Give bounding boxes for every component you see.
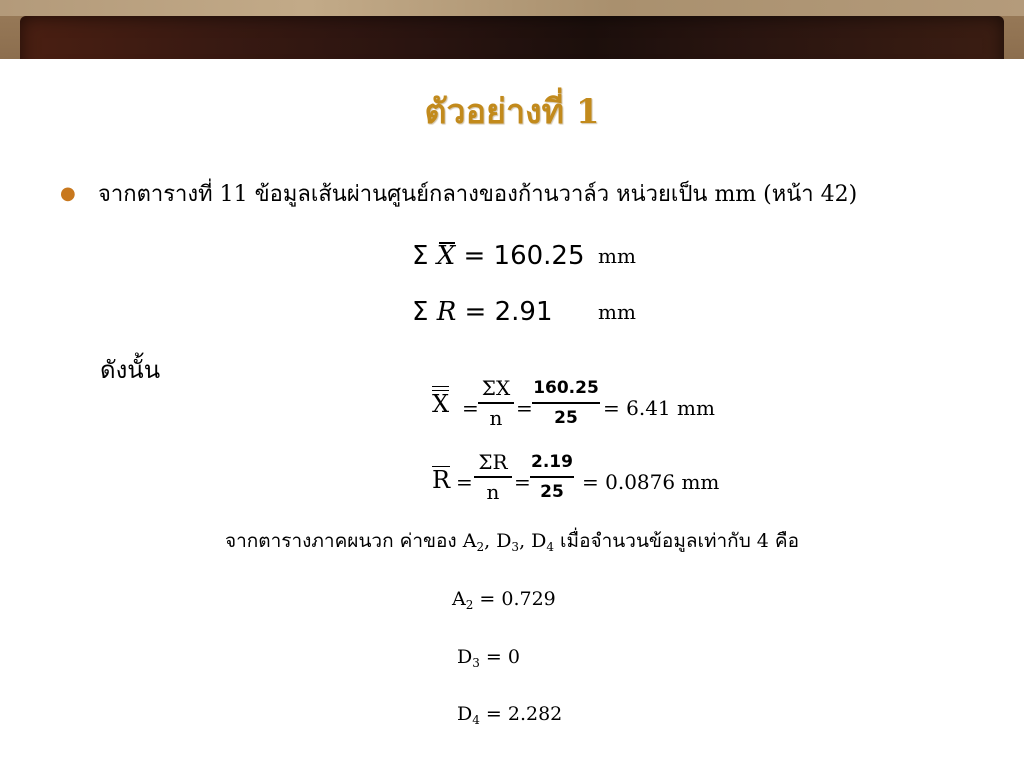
fraction-numerator: 160.25 <box>533 378 599 398</box>
x-double-bar: X <box>432 390 450 418</box>
equals-sign: = <box>456 470 473 494</box>
constant-subscript: 4 <box>472 713 480 727</box>
fraction-numerator: ΣR <box>478 450 508 474</box>
equals-sign: = <box>514 470 531 494</box>
note-sub-a2: 2 <box>476 540 485 554</box>
constant-d4 <box>457 703 562 727</box>
banner-top-strip <box>0 0 1024 16</box>
constant-name: D <box>457 646 473 668</box>
note-mid-1: , D <box>484 530 512 552</box>
fraction-line <box>478 402 514 404</box>
fraction-line <box>530 476 574 478</box>
note-mid-2: , D <box>519 530 547 552</box>
sigma-symbol: Σ <box>412 241 429 271</box>
fraction-denominator: n <box>489 406 503 430</box>
r-variable: R <box>436 297 457 327</box>
sum-r-equation <box>412 297 553 327</box>
fraction-denominator: n <box>486 480 500 504</box>
fraction-sum-x-over-n <box>478 376 514 430</box>
sum-x-value: = 160.25 <box>463 241 585 271</box>
constant-a2 <box>452 588 556 612</box>
constant-value: = 0 <box>479 646 520 668</box>
equals-sign: = <box>516 396 533 420</box>
sum-x-unit: mm <box>598 244 636 268</box>
bullet-text: จากตารางที่ 11 ข้อมูลเส้นผ่านศูนย์กลางของก้านวาล์ว หน่วยเป็น mm (หน้า 42) <box>98 182 858 207</box>
x-double-bar-result: = 6.41 mm <box>603 396 715 420</box>
fraction-line <box>532 402 600 404</box>
equals-sign: = <box>462 396 479 420</box>
note-sub-d4: 4 <box>546 540 555 554</box>
sum-r-value: = 2.91 <box>464 297 553 327</box>
note-suffix: เมื่อจำนวนข้อมูลเท่ากับ 4 คือ <box>554 530 800 552</box>
x-bar-variable: X <box>436 241 456 271</box>
therefore-label: ดังนั้น <box>100 356 161 384</box>
banner-dark-panel <box>20 16 1004 59</box>
constant-subscript: 3 <box>472 656 480 670</box>
fraction-denominator: 25 <box>554 408 578 428</box>
fraction-numerator: ΣX <box>481 376 511 400</box>
constant-subscript: 2 <box>465 598 474 612</box>
constant-name: D <box>457 703 473 725</box>
bullet-item <box>60 178 1010 211</box>
slide-title: ตัวอย่างที่ 1 <box>424 92 600 132</box>
constant-value: = 2.282 <box>479 703 563 725</box>
constant-value: = 0.729 <box>473 588 556 610</box>
fraction-numerator: 2.19 <box>531 452 573 472</box>
r-bar: R <box>432 466 451 494</box>
fraction-value <box>532 376 600 430</box>
sum-x-equation <box>412 241 585 271</box>
fraction-denominator: 25 <box>540 482 564 502</box>
sum-r-unit: mm <box>598 300 636 324</box>
constant-d3 <box>457 646 520 670</box>
note-prefix: จากตารางภาคผนวก ค่าของ A <box>224 530 477 552</box>
constant-name: A <box>452 588 466 610</box>
fraction-value <box>530 450 574 504</box>
r-bar-result: = 0.0876 mm <box>582 470 720 494</box>
appendix-note <box>0 526 1024 556</box>
header-banner <box>0 0 1024 59</box>
fraction-line <box>474 476 512 478</box>
fraction-sum-r-over-n <box>474 450 512 504</box>
sigma-symbol: Σ <box>412 297 429 327</box>
note-sub-d3: 3 <box>511 540 520 554</box>
bullet-dot-icon: ● <box>60 183 76 204</box>
